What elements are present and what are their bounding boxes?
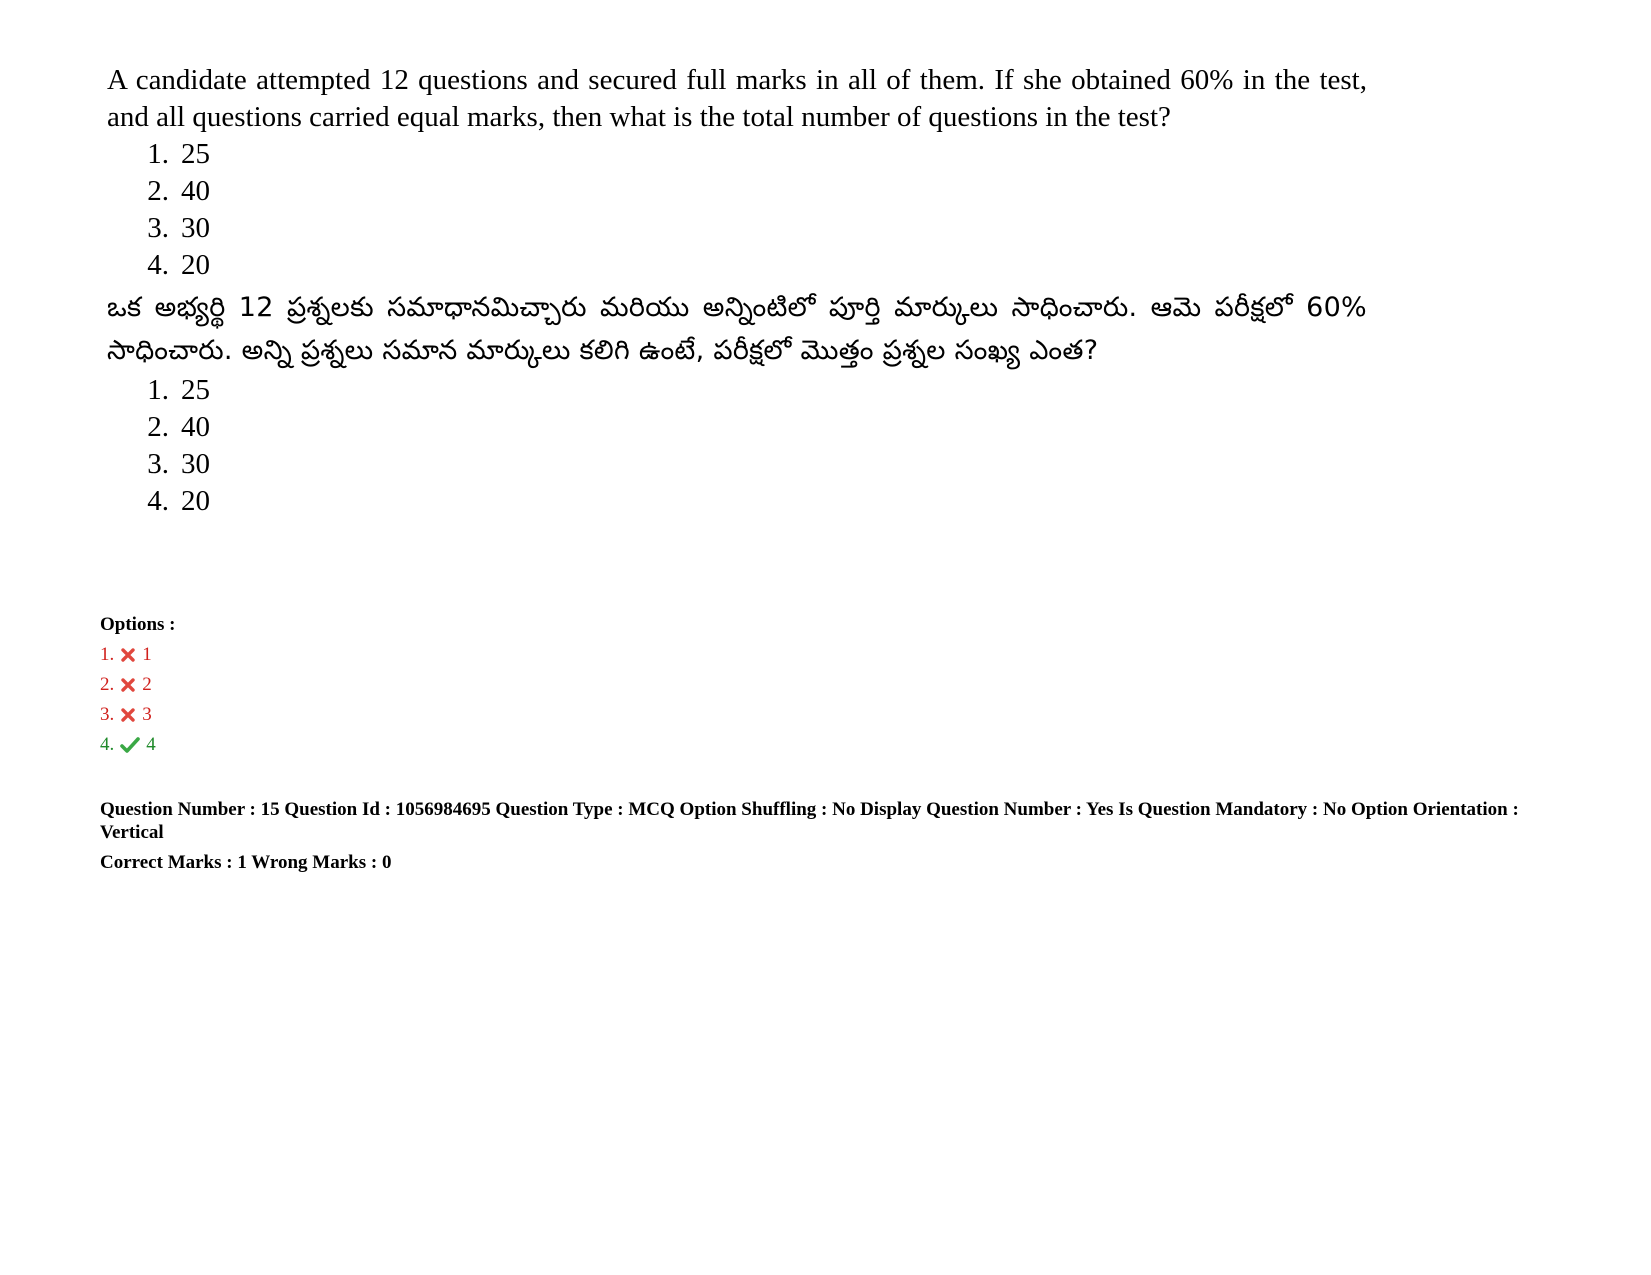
check-icon — [120, 737, 140, 753]
option-item-2: 2. 2 — [100, 674, 152, 695]
question-block — [107, 62, 1367, 520]
choice-item: 2. 40 — [147, 175, 210, 207]
options-section — [100, 612, 176, 760]
marks-info: Correct Marks : 1 Wrong Marks : 0 — [100, 852, 392, 873]
option-item-4: 4. 4 — [100, 734, 156, 755]
choice-item: 1. 25 — [147, 138, 210, 170]
option-item-3: 3. 3 — [100, 704, 152, 725]
choice-list-english — [107, 136, 1367, 284]
question-metadata: Question Number : 15 Question Id : 1056984695 Question Type : MCQ Option Shuffling : No Display Question Number : Yes Is Question Mandatory : No Option Orientation : Vertical — [100, 799, 1519, 843]
choice-list-telugu — [107, 372, 1367, 520]
question-text-telugu: ఒక అభ్యర్థి 12 ప్రశ్నలకు సమాధానమిచ్చారు మరియు అన్నింటిలో పూర్తి మార్కులు సాధించారు. ఆమె పరీక్షలో 60% సాధించారు. అన్ని ప్రశ్నలు సమాన మార్కులు కలిగి ఉంటే, పరీక్షలో మొత్తం ప్రశ్నల సంఖ్య ఎంత? — [107, 292, 1367, 366]
cross-icon — [120, 647, 136, 663]
option-item-1: 1. 1 — [100, 644, 152, 665]
options-title: Options : — [100, 614, 176, 635]
choice-item: 1. 25 — [147, 374, 210, 406]
question-text-english: A candidate attempted 12 questions and secured full marks in all of them. If she obtained 60% in the test, and all questions carried equal marks, then what is the total number of questions in the test? — [107, 64, 1367, 133]
choice-item: 2. 40 — [147, 411, 210, 443]
choice-item: 3. 30 — [147, 212, 210, 244]
cross-icon — [120, 707, 136, 723]
choice-item: 4. 20 — [147, 249, 210, 281]
choice-item: 3. 30 — [147, 448, 210, 480]
choice-item: 4. 20 — [147, 485, 210, 517]
cross-icon — [120, 677, 136, 693]
